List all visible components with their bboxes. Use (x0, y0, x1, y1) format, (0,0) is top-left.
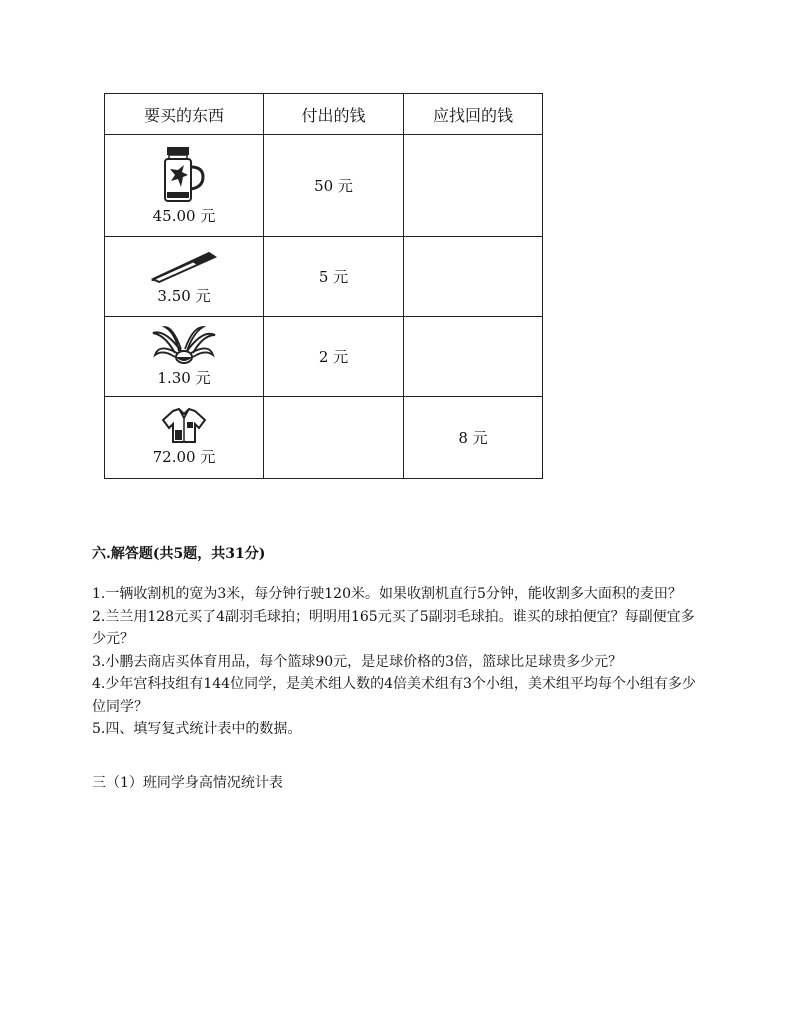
change-cell (404, 135, 543, 237)
header-item: 要买的东西 (105, 94, 264, 135)
change-cell: 8 元 (404, 397, 543, 479)
paid-cell: 50 元 (264, 135, 404, 237)
thermos-icon (161, 145, 207, 203)
header-paid: 付出的钱 (264, 94, 404, 135)
stats-table-title: 三（1）班同学身高情况统计表 (92, 775, 283, 791)
table-row (105, 317, 543, 397)
question-list (92, 583, 702, 741)
question-2: 2.兰兰用128元买了4副羽毛球拍；明明用165元买了5副羽毛球拍。谁买的球拍便宜？每副便宜多少元？ (92, 608, 695, 647)
item-cell (105, 397, 264, 479)
table-header-row (105, 94, 543, 135)
header-change: 应找回的钱 (404, 94, 543, 135)
item-price: 72.00 元 (152, 448, 216, 466)
shuttlecock-icon (151, 325, 217, 365)
question-5: 5.四、填写复式统计表中的数据。 (92, 721, 302, 737)
item-cell (105, 317, 264, 397)
item-price: 3.50 元 (157, 287, 211, 305)
pen-icon (149, 247, 219, 283)
table-row (105, 135, 543, 237)
table-row (105, 397, 543, 479)
question-4: 4.少年宫科技组有144位同学，是美术组人数的4倍美术组有3个小组，美术组平均每个小组有多少位同学？ (92, 676, 696, 715)
price-table (104, 93, 543, 479)
question-3: 3.小鹏去商店买体育用品，每个篮球90元，是足球价格的3倍，篮球比足球贵多少元？ (92, 653, 623, 670)
section-title: 六.解答题(共5题，共31分) (92, 546, 266, 562)
shirt-icon (159, 408, 209, 444)
change-cell (404, 317, 543, 397)
item-price: 1.30 元 (157, 369, 211, 387)
table-row (105, 237, 543, 317)
item-cell (105, 135, 264, 237)
question-1: 1.一辆收割机的宽为3米，每分钟行驶120米。如果收割机直行5分钟，能收割多大面积的麦田？ (92, 586, 682, 602)
item-price: 45.00 元 (152, 207, 216, 225)
paid-cell: 2 元 (264, 317, 404, 397)
change-cell (404, 237, 543, 317)
paid-cell: 5 元 (264, 237, 404, 317)
paid-cell (264, 397, 404, 479)
item-cell (105, 237, 264, 317)
